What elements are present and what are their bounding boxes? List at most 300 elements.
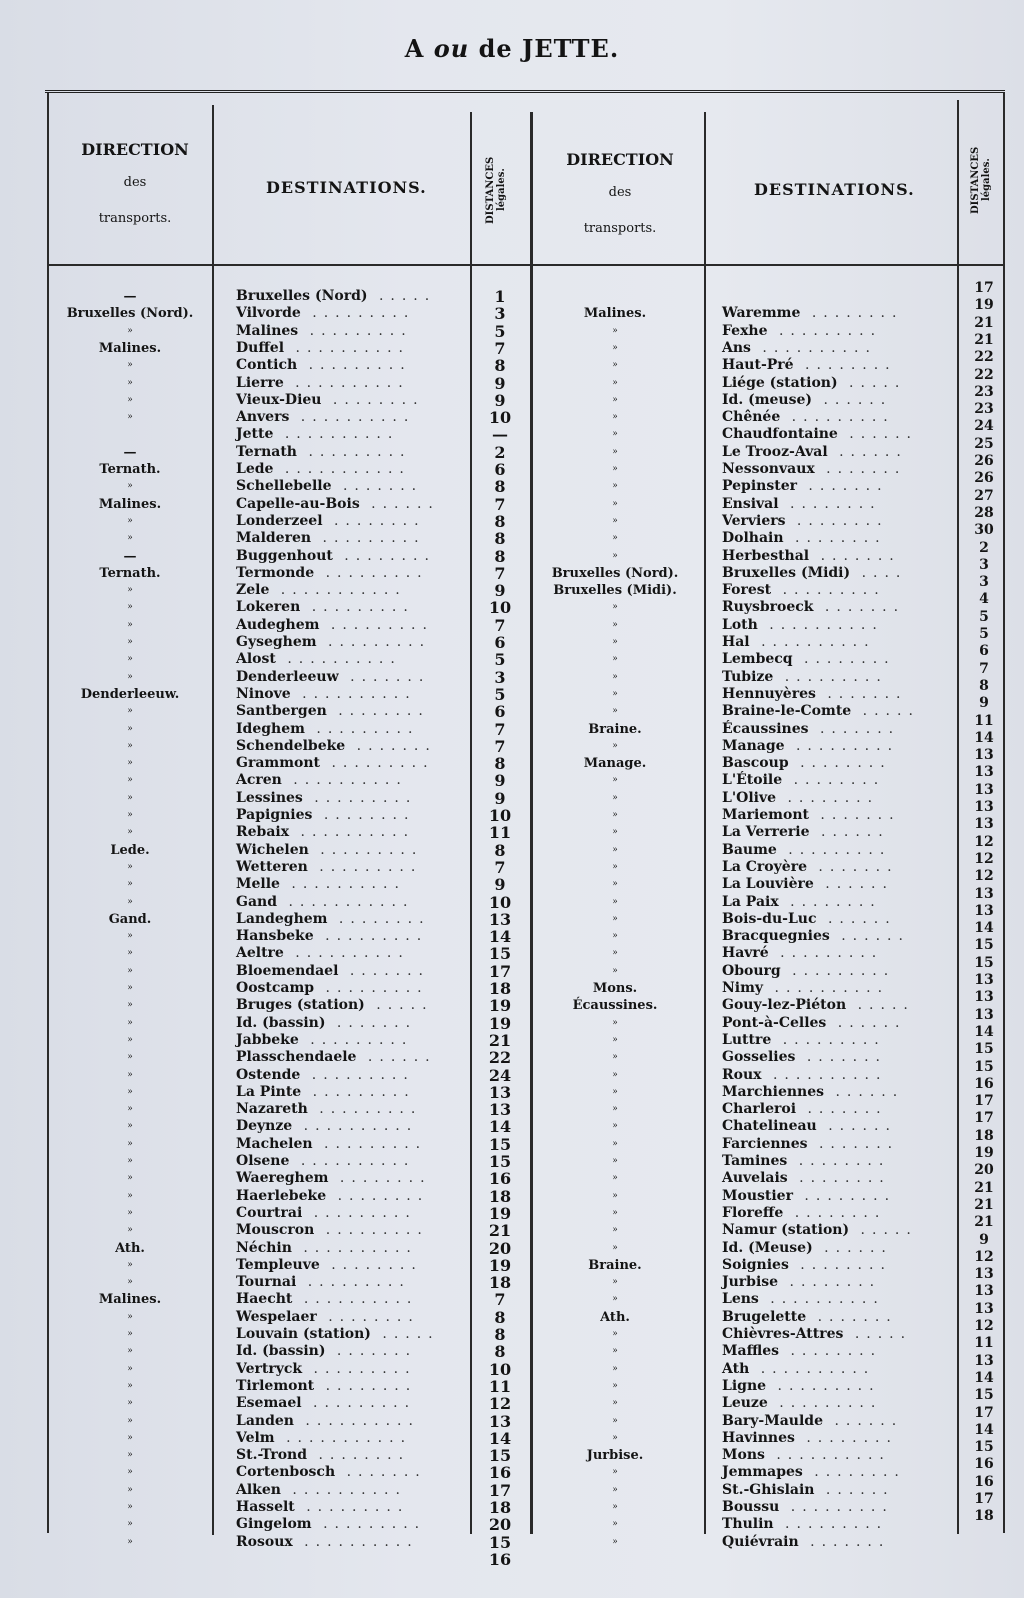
distance-cell: 14 [488, 1117, 512, 1137]
destination-name: Haerlebeke [236, 1187, 327, 1204]
leader-dots: ........ [312, 807, 416, 823]
distance-cell: 17 [974, 1093, 994, 1110]
distance-cell: 18 [974, 1127, 994, 1144]
leader-dots: ......... [768, 945, 884, 962]
leader-dots: ........ [328, 1170, 432, 1187]
direction-cell: » [612, 1242, 618, 1253]
distance-cell: 19 [488, 1255, 512, 1275]
destination-name: Bruges (station) [236, 997, 365, 1014]
direction-cell: » [127, 1173, 133, 1184]
destination-name: Tubize [722, 668, 774, 685]
direction-cell: » [612, 913, 618, 924]
destination-cell [722, 1153, 890, 1170]
direction-cell: » [127, 775, 133, 786]
direction-cell: Malines. [98, 496, 162, 512]
destination-cell [236, 426, 399, 443]
destination-cell [236, 375, 410, 392]
distance-cell: 7 [494, 736, 506, 756]
distance-cell: 15 [974, 937, 994, 954]
distance-cell: 26 [974, 470, 994, 487]
direction-cell: » [612, 1277, 618, 1288]
header-rule [47, 264, 1005, 266]
leader-dots: ........ [314, 1377, 418, 1394]
leader-dots: .......... [758, 1291, 885, 1308]
leader-dots: ........ [782, 772, 886, 789]
distance-cell: 21 [974, 314, 994, 331]
distance-cell: 13 [974, 902, 994, 919]
distance-cell: 6 [494, 633, 506, 652]
destination-cell [722, 1188, 896, 1205]
direction-cell: » [127, 792, 133, 803]
direction-cell: » [127, 1156, 133, 1166]
direction-cell: » [127, 706, 133, 717]
distance-cell: 12 [488, 1394, 512, 1414]
leader-dots: ......... [314, 1222, 429, 1239]
leader-dots: .......... [283, 374, 410, 391]
header-direction-right: DIRECTION des transports. [566, 150, 674, 236]
destination-name: Schellebelle [236, 478, 332, 495]
destination-name: Bois-du-Luc [722, 910, 817, 927]
destination-cell [236, 1222, 429, 1239]
distance-cell: 14 [974, 920, 994, 937]
leader-dots: .......... [281, 772, 408, 789]
distance-cell: 8 [979, 677, 989, 694]
destination-cell [236, 1153, 415, 1170]
direction-cell: » [127, 1225, 133, 1236]
destination-name: Vilvorde [236, 305, 301, 322]
leader-dots: ......... [300, 599, 415, 616]
direction-cell: » [127, 412, 133, 423]
leader-dots: ......... [296, 1274, 411, 1291]
header-distances-left: DISTANCES légales. [485, 156, 507, 224]
destination-cell [722, 392, 892, 409]
page-title: A ou de JETTE. [404, 34, 620, 63]
direction-cell: » [127, 965, 133, 976]
distance-cell: 13 [488, 909, 512, 929]
direction-cell: » [127, 533, 133, 544]
destination-name: Lens [722, 1291, 759, 1308]
leader-dots: ......... [776, 841, 892, 858]
destination-name: Haecht [236, 1291, 293, 1308]
leader-dots: ........ [778, 893, 882, 910]
distance-cell: 10 [488, 806, 512, 825]
direction-cell: » [127, 1329, 133, 1339]
destination-name: Hansbeke [236, 928, 314, 945]
destination-name: Louvain (station) [236, 1326, 371, 1342]
leader-dots: ......... [300, 305, 416, 322]
distance-cell: 9 [979, 1231, 989, 1248]
destination-cell [236, 1361, 417, 1378]
destination-name: Gouy-lez-Piéton [722, 997, 847, 1014]
leader-dots: ........ [307, 1447, 411, 1464]
destination-name: Quiévrain [722, 1533, 799, 1550]
destination-cell [722, 1067, 887, 1084]
leader-dots: .......... [292, 1533, 419, 1550]
distance-cell: 22 [974, 366, 994, 383]
destination-cell [236, 928, 428, 945]
leader-dots: ......... [297, 357, 412, 374]
destination-name: Olsene [236, 1153, 290, 1169]
destination-name: Plasschendaele [236, 1049, 357, 1066]
destination-cell [722, 1015, 906, 1032]
destination-cell [236, 1136, 427, 1153]
destination-cell [236, 824, 415, 841]
destination-name: Lokeren [236, 599, 301, 616]
direction-cell: » [612, 965, 618, 976]
distance-cell: 2 [979, 539, 989, 556]
direction-cell: » [127, 1052, 133, 1063]
direction-cell: » [612, 740, 618, 751]
distance-cell [964, 1526, 1004, 1543]
distance-cell: 8 [494, 1342, 506, 1362]
leader-dots: ......... [311, 1516, 427, 1533]
leader-dots: .......... [279, 876, 406, 893]
destination-name: Hennuyères [722, 685, 816, 702]
destination-cell [236, 876, 406, 893]
destination-cell [236, 1291, 418, 1308]
distance-cell: 12 [974, 868, 994, 885]
direction-cell: Manage. [583, 756, 647, 772]
direction-cell: » [127, 1277, 133, 1288]
destination-cell [722, 1413, 903, 1430]
leader-dots: ...... [814, 1481, 895, 1498]
destination-cell [236, 1118, 418, 1135]
distance-cell: 23 [974, 383, 994, 400]
direction-cell: » [612, 844, 618, 855]
destination-name: Id. (bassin) [236, 1014, 326, 1031]
destination-cell [722, 530, 887, 547]
destination-cell [722, 1240, 893, 1257]
direction-cell: » [612, 948, 618, 959]
direction-cell: » [612, 1173, 618, 1184]
distance-cell: 18 [488, 979, 512, 998]
destination-name: Lierre [236, 374, 284, 391]
destination-name: Boussu [722, 1499, 780, 1515]
leader-dots: ......... [298, 1031, 414, 1048]
destination-cell [236, 444, 412, 461]
destination-name: Id. (Meuse) [722, 1239, 813, 1256]
direction-cell: » [127, 654, 133, 665]
destination-name: Landen [236, 1412, 294, 1429]
distance-cell: 11 [974, 1335, 994, 1352]
distance-cell: 6 [979, 643, 989, 660]
distance-cell: 11 [974, 712, 994, 729]
distance-cell: 14 [974, 1023, 994, 1040]
distance-cell: 12 [974, 850, 994, 867]
direction-cell: » [612, 671, 618, 682]
destination-name: Rebaix [236, 824, 290, 841]
destination-name: Liége (station) [722, 374, 838, 391]
destination-name: Herbesthal [722, 547, 810, 564]
distance-cell: 18 [488, 1273, 512, 1293]
destination-cell [722, 357, 897, 374]
leader-dots: ....... [807, 1135, 900, 1152]
destination-cell [236, 1464, 427, 1481]
destination-cell [722, 323, 882, 340]
destination-name: Tournai [236, 1274, 297, 1291]
direction-cell: Ath. [115, 1240, 145, 1256]
header-destinations-left: DESTINATIONS. [266, 178, 427, 197]
destination-name: Dolhain [722, 530, 784, 547]
distance-cell: 13 [974, 1266, 994, 1283]
leader-dots: ........ [321, 391, 425, 408]
destination-cell [722, 1464, 906, 1481]
direction-cell: » [127, 1380, 133, 1391]
destination-cell [722, 1222, 918, 1239]
direction-cell: » [612, 1190, 618, 1201]
leader-dots: .......... [749, 1360, 876, 1377]
distance-cell: 21 [974, 1196, 994, 1213]
destination-cell [722, 651, 896, 668]
direction-cell: » [127, 948, 133, 959]
destination-name: Rosoux [236, 1533, 293, 1550]
leader-dots: ........ [783, 1204, 887, 1221]
leader-dots: .......... [284, 339, 410, 356]
direction-cell: » [127, 861, 133, 872]
distance-cell: 8 [494, 546, 506, 566]
distance-cell: 25 [974, 435, 994, 452]
destination-cell [722, 1101, 888, 1118]
leader-dots: ......... [773, 1516, 889, 1533]
destination-cell [722, 859, 899, 876]
destination-name: Contich [236, 357, 298, 374]
leader-dots: ...... [823, 1412, 904, 1429]
distance-cell: 24 [974, 418, 994, 435]
leader-dots: ........ [788, 755, 892, 772]
direction-cell: » [612, 498, 618, 509]
destination-name: Marchiennes [722, 1083, 825, 1100]
destination-cell [722, 1378, 881, 1395]
leader-dots: ......... [320, 755, 435, 772]
destination-cell [236, 1343, 417, 1360]
direction-cell: » [612, 515, 618, 526]
leader-dots: ..... [851, 703, 920, 720]
destination-cell [236, 392, 425, 409]
direction-cell: » [612, 1034, 618, 1045]
destination-name: Waereghem [236, 1170, 329, 1187]
distance-cell: 13 [974, 1352, 994, 1369]
distance-cell: 6 [494, 702, 506, 722]
distance-cell: 10 [488, 1359, 512, 1379]
destination-name: Santbergen [236, 703, 327, 720]
destination-cell [236, 721, 419, 738]
distance-cell: 3 [494, 304, 506, 324]
destination-name: Écaussines [722, 720, 809, 737]
distance-cell: 14 [974, 1421, 994, 1438]
leader-dots: ......... [307, 1101, 423, 1118]
destination-cell [236, 859, 422, 876]
leader-dots: ........ [319, 1256, 423, 1273]
direction-cell: » [612, 1415, 618, 1426]
distance-cell: 17 [974, 280, 994, 296]
header-destinations-right: DESTINATIONS. [754, 180, 915, 199]
destination-name: Manage [722, 737, 785, 754]
destination-cell [722, 980, 889, 997]
destination-name: Nazareth [236, 1101, 308, 1118]
leader-dots: ........ [794, 1429, 898, 1446]
distance-cell: 5 [494, 321, 506, 341]
leader-dots: ........ [783, 530, 887, 547]
destination-name: Denderleeuw [236, 668, 339, 685]
destination-name: St.-Trond [236, 1447, 308, 1464]
destination-name: Mouscron [236, 1222, 315, 1239]
direction-cell: » [127, 377, 133, 388]
direction-cell: » [127, 1121, 133, 1132]
destination-name: Grammont [236, 755, 321, 772]
direction-cell: » [612, 1467, 618, 1478]
destination-cell [236, 1274, 411, 1291]
direction-cell: » [612, 654, 618, 665]
distance-cell: 9 [494, 581, 506, 601]
leader-dots: ....... [796, 478, 889, 495]
distance-cell: 13 [488, 1082, 512, 1102]
distance-cell: 13 [974, 781, 994, 798]
header-direction-left: DIRECTION des transports. [81, 140, 189, 226]
leader-dots: .......... [289, 1153, 416, 1169]
direction-cell: » [127, 1069, 133, 1080]
destination-cell [236, 461, 411, 478]
destination-name: Schendelbeke [236, 737, 346, 754]
leader-dots: ........... [273, 461, 411, 477]
destination-name: Wichelen [236, 841, 309, 858]
leader-dots: ........ [776, 789, 880, 806]
leader-dots: ......... [779, 1499, 894, 1515]
distance-cell: 8 [494, 754, 506, 774]
distance-cell: 7 [494, 338, 506, 358]
direction-cell: » [127, 1398, 133, 1409]
leader-dots: ......... [316, 634, 432, 650]
direction-cell: » [612, 1432, 618, 1443]
distance-cell: 13 [974, 1006, 994, 1023]
direction-cell: Bruxelles (Midi). [553, 583, 677, 599]
destination-cell [722, 1534, 890, 1551]
destination-cell [722, 1482, 895, 1499]
destination-name: Jemmapes [722, 1464, 803, 1481]
direction-cell: » [127, 360, 133, 371]
distance-cell: 15 [488, 1134, 512, 1154]
distance-cell: 13 [974, 816, 994, 833]
destination-name: Luttre [722, 1031, 772, 1048]
direction-cell: » [127, 1000, 133, 1011]
destination-cell [236, 357, 412, 374]
destination-cell [236, 1240, 418, 1257]
destination-name: Malderen [236, 530, 312, 547]
direction-cell: » [612, 1484, 618, 1495]
destination-cell [722, 945, 883, 962]
direction-cell: » [127, 1450, 133, 1461]
leader-dots: .......... [293, 1412, 420, 1429]
destination-cell [236, 1049, 437, 1066]
leader-dots: ......... [766, 1377, 881, 1394]
destination-cell [722, 478, 889, 495]
leader-dots: ........ [326, 1187, 430, 1204]
destination-name: Hal [722, 634, 750, 650]
distance-cell: 9 [494, 771, 506, 791]
leader-dots: ........ [785, 512, 889, 529]
leader-dots: ....... [808, 720, 901, 737]
destination-cell [236, 1032, 413, 1049]
destination-name: Machelen [236, 1135, 313, 1152]
destination-cell [236, 1499, 409, 1516]
distance-cell: 7 [494, 563, 506, 583]
distance-cell: 16 [488, 1549, 512, 1569]
direction-cell: » [612, 1138, 618, 1149]
leader-dots: ....... [808, 807, 901, 823]
distance-cell: 7 [979, 660, 989, 677]
destination-cell [236, 1067, 415, 1084]
leader-dots: ..... [837, 374, 907, 391]
direction-cell: » [612, 412, 618, 423]
destination-cell [722, 738, 899, 755]
distance-cell: 15 [974, 954, 994, 971]
destination-name: Braine-le-Comte [722, 703, 852, 720]
distance-cell: 12 [974, 1318, 994, 1334]
distance-cell: 21 [488, 1030, 512, 1050]
distance-cell: 20 [488, 1515, 512, 1535]
destination-cell [722, 305, 903, 322]
leader-dots: ...... [356, 1049, 437, 1066]
direction-cell: Ath. [600, 1309, 630, 1325]
destination-cell [236, 894, 414, 911]
distance-cell: 13 [488, 1100, 512, 1120]
distance-cell: 15 [974, 1058, 994, 1075]
leader-dots: .......... [763, 980, 890, 996]
destination-name: Charleroi [722, 1101, 797, 1118]
destination-name: Bruxelles (Nord) [236, 288, 368, 304]
header-distances-right: DISTANCES légales. [970, 146, 992, 214]
leader-dots: ......... [771, 582, 886, 599]
destination-cell [236, 1447, 410, 1464]
leader-dots: ..... [370, 1326, 440, 1342]
distance-cell: 16 [974, 1456, 994, 1473]
leader-dots: ....... [331, 478, 424, 495]
leader-dots: ......... [773, 668, 888, 685]
direction-cell: » [127, 827, 133, 838]
distance-cell: 27 [974, 487, 994, 504]
destination-cell [236, 1326, 440, 1343]
destination-name: Audeghem [236, 616, 320, 633]
destination-cell [722, 686, 908, 703]
direction-cell: Braine. [588, 721, 642, 737]
destination-name: Deynze [236, 1118, 293, 1135]
leader-dots: ......... [302, 789, 418, 806]
direction-cell: » [612, 550, 618, 561]
destination-name: Loth [722, 616, 758, 633]
direction-cell: » [612, 688, 618, 699]
direction-cell: » [127, 1432, 133, 1443]
leader-dots: ......... [294, 1499, 410, 1515]
destination-name: Jabbeke [236, 1031, 299, 1048]
leader-dots: .......... [290, 685, 417, 702]
distance-cell: 15 [488, 1446, 512, 1466]
destination-cell [722, 1170, 891, 1187]
distance-cell: 5 [494, 684, 506, 704]
direction-cell: » [127, 1259, 133, 1270]
destination-name: Wespelaer [236, 1308, 317, 1325]
destination-cell [722, 1291, 885, 1308]
destination-name: Id. (bassin) [236, 1343, 326, 1360]
distance-cell: 11 [488, 823, 512, 843]
distance-cell: 13 [974, 972, 994, 988]
destination-name: Gosselies [722, 1049, 796, 1066]
distance-cell: 5 [979, 608, 989, 625]
leader-dots: ......... [301, 1395, 417, 1412]
distance-cell: 20 [974, 1162, 994, 1179]
leader-dots: .......... [289, 824, 416, 841]
direction-cell: Ternath. [99, 462, 161, 477]
leader-dots: ........ [778, 495, 882, 512]
destination-name: Ternath [236, 443, 297, 460]
